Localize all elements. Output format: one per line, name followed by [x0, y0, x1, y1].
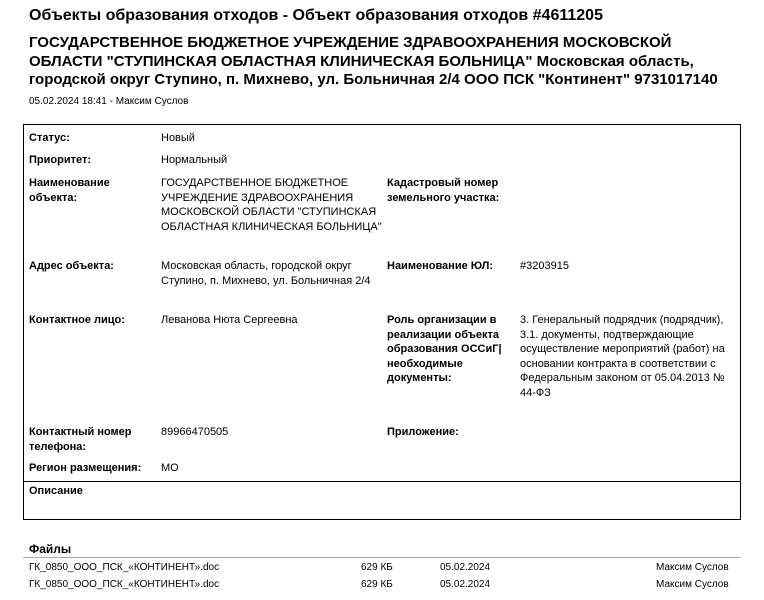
contact-value: Леванова Нюта Сергеевна: [161, 314, 298, 326]
object-name-value: ГОСУДАРСТВЕННОЕ БЮДЖЕТНОЕ УЧРЕЖДЕНИЕ ЗДРАВООХРАНЕНИЯ МОСКОВСКОЙ ОБЛАСТИ "СТУПИНСКАЯ ОБЛАСТНАЯ КЛИНИЧЕСКАЯ БОЛЬНИЦА": [161, 177, 382, 233]
priority-label: Приоритет:: [29, 154, 91, 166]
description-divider: [24, 481, 740, 482]
role-value: 3. Генеральный подрядчик (подрядчик), 3.1. документы, подтверждающие осуществление мероприятий (работ) на основании контракта в соответствии с Федеральным законом от 05.04.2013 № 44-ФЗ: [520, 314, 725, 399]
cadastral-label: Кадастровый номер земельного участка:: [387, 177, 500, 204]
file-date: 05.02.2024: [440, 562, 491, 573]
region-value: МО: [161, 462, 179, 474]
legal-name-label: Наименование ЮЛ:: [387, 260, 494, 272]
phone-value: 89966470505: [161, 426, 229, 438]
file-name-link[interactable]: ГК_0850_ООО_ПСК_«КОНТИНЕНТ».doc: [29, 579, 220, 590]
contact-label: Контактное лицо:: [29, 314, 125, 326]
file-author: Максим Суслов: [656, 562, 729, 573]
breadcrumb-title: Объекты образования отходов - Объект образования отходов #4611205: [29, 7, 603, 24]
role-label: Роль организации в реализации объекта образования ОССиГ| необходимые документы:: [387, 314, 502, 384]
description-label: Описание: [29, 485, 83, 497]
phone-label: Контактный номер телефона:: [29, 426, 132, 453]
file-size: 629 КБ: [361, 562, 393, 573]
priority-value: Нормальный: [161, 154, 228, 166]
file-name-link[interactable]: ГК_0850_ООО_ПСК_«КОНТИНЕНТ».doc: [29, 562, 220, 573]
file-row: [29, 561, 741, 575]
status-label: Статус:: [29, 132, 70, 144]
file-size: 629 КБ: [361, 579, 393, 590]
issue-meta: 05.02.2024 18:41 - Максим Суслов: [29, 96, 189, 107]
object-name-label: Наименование объекта:: [29, 177, 110, 204]
file-row: [29, 578, 741, 592]
address-label: Адрес объекта:: [29, 260, 114, 272]
region-label: Регион размещения:: [29, 462, 142, 474]
status-value: Новый: [161, 132, 195, 144]
legal-name-value[interactable]: #3203915: [520, 260, 569, 272]
issue-details-box: [23, 124, 741, 520]
files-title: Файлы: [29, 542, 72, 556]
files-divider: [23, 557, 741, 558]
issue-subject: ГОСУДАРСТВЕННОЕ БЮДЖЕТНОЕ УЧРЕЖДЕНИЕ ЗДРАВООХРАНЕНИЯ МОСКОВСКОЙ ОБЛАСТИ "СТУПИНСКАЯ ОБЛАСТНАЯ КЛИНИЧЕСКАЯ БОЛЬНИЦА" Московская область, городской округ Ступино, п. Михнево, ул. Больничная 2/4 ООО ПСК "Континент" 9731017140: [29, 34, 718, 88]
address-value: Московская область, городской округ Ступино, п. Михнево, ул. Больничная 2/4: [161, 260, 371, 287]
file-author: Максим Суслов: [656, 579, 729, 590]
file-date: 05.02.2024: [440, 579, 491, 590]
attachment-label: Приложение:: [387, 426, 459, 438]
